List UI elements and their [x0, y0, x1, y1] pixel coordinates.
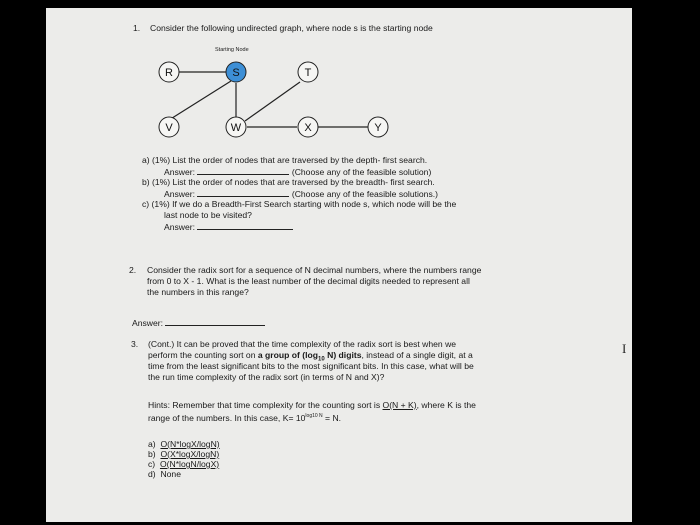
q3-option-d[interactable]	[148, 469, 181, 480]
q3-line2-bold	[257, 350, 362, 363]
q2-answer-blank[interactable]	[165, 317, 265, 326]
q2-text-line1: Consider the radix sort for a sequence of N decimal numbers, where the numbers range	[147, 265, 482, 275]
option-c-text: O(N*logN/logX)	[159, 459, 220, 469]
node-v-label: V	[165, 122, 173, 134]
q3-line2-bold-a: a group of (log	[257, 350, 319, 360]
q3-line2-sub: 10	[318, 356, 325, 363]
q3-hint-big-o: O(N + K)	[382, 400, 417, 410]
option-a-label: a)	[148, 439, 156, 449]
option-c-label: c)	[148, 459, 156, 469]
q3-text-line3: time from the least significant bits to the most significant bits. In this case, what will be	[148, 361, 474, 371]
option-d-label: d)	[148, 469, 156, 479]
node-y-label: Y	[374, 122, 382, 134]
q3-hint-pre: Hints: Remember that time complexity for the counting sort is	[148, 400, 383, 410]
q2-text-line3: the numbers in this range?	[147, 287, 249, 297]
edge-s-v	[169, 81, 231, 120]
q1a-answer-label: Answer:	[164, 167, 196, 177]
q1-number: 1.	[133, 23, 141, 33]
q1c-answer-label: Answer:	[164, 222, 196, 232]
option-d-text: None	[160, 469, 181, 479]
q3-hint2-sup: log10 N	[305, 413, 323, 419]
q1a-hint: (Choose any of the feasible solution)	[291, 167, 432, 177]
text-cursor-icon: I	[622, 341, 627, 356]
q2-answer-row	[132, 317, 265, 329]
option-b-text: O(X*logX/logN)	[160, 449, 220, 459]
q1b-answer-blank[interactable]	[197, 188, 289, 197]
node-t-label: T	[304, 67, 312, 79]
q3-hint2-post: = N.	[322, 412, 342, 423]
q1a-text: a) (1%) List the order of nodes that are traversed by the depth- first search.	[142, 155, 428, 165]
q2-text-line2: from 0 to X - 1. What is the least number of the decimal digits needed to represent all	[147, 276, 470, 286]
q2-answer-label: Answer:	[132, 318, 164, 328]
q3-hint-post: , where K is the	[416, 400, 476, 410]
undirected-graph	[46, 8, 632, 158]
q3-line2-bold-b: N) digits	[324, 350, 362, 360]
q1b-text: b) (1%) List the order of nodes that are traversed by the breadth- first search.	[142, 177, 435, 187]
q1c-text-line2: last node to be visited?	[164, 210, 252, 220]
starting-node-label: Starting Node	[215, 47, 249, 53]
q3-text-line4: the run time complexity of the radix sort (in terms of N and X)?	[148, 372, 385, 382]
node-r-label: R	[165, 67, 173, 79]
document-page	[46, 8, 632, 522]
q1a-answer-blank[interactable]	[197, 166, 289, 175]
q1-text: Consider the following undirected graph, where node s is the starting node	[150, 23, 433, 33]
q1c-text-line1: c) (1%) If we do a Breadth-First Search starting with node s, which node will be the	[142, 199, 457, 209]
q2-number: 2.	[129, 265, 137, 275]
q1c-answer-blank[interactable]	[197, 221, 293, 230]
q3-hint-line2	[148, 411, 341, 424]
q3-hint-line1	[148, 400, 476, 411]
q1c-answer-row	[164, 221, 293, 233]
edge-t-w	[245, 82, 300, 121]
option-b-label: b)	[148, 449, 156, 459]
q3-line2-post: , instead of a single digit, at a	[361, 350, 473, 360]
node-x-label: X	[304, 122, 312, 134]
q1b-answer-label: Answer:	[164, 189, 196, 199]
node-s-label: S	[232, 67, 240, 79]
q3-hint2-pre: range of the numbers. In this case, K= 10	[148, 412, 306, 423]
option-a-text: O(N*logX/logN)	[160, 439, 220, 449]
q3-line2-pre: perform the counting sort on	[148, 350, 258, 360]
q1b-hint: (Choose any of the feasible solutions.)	[291, 189, 439, 199]
q3-text-line1: (Cont.) It can be proved that the time complexity of the radix sort is best when we	[148, 339, 457, 349]
node-w-label: W	[230, 122, 242, 134]
q3-number: 3.	[131, 339, 139, 349]
